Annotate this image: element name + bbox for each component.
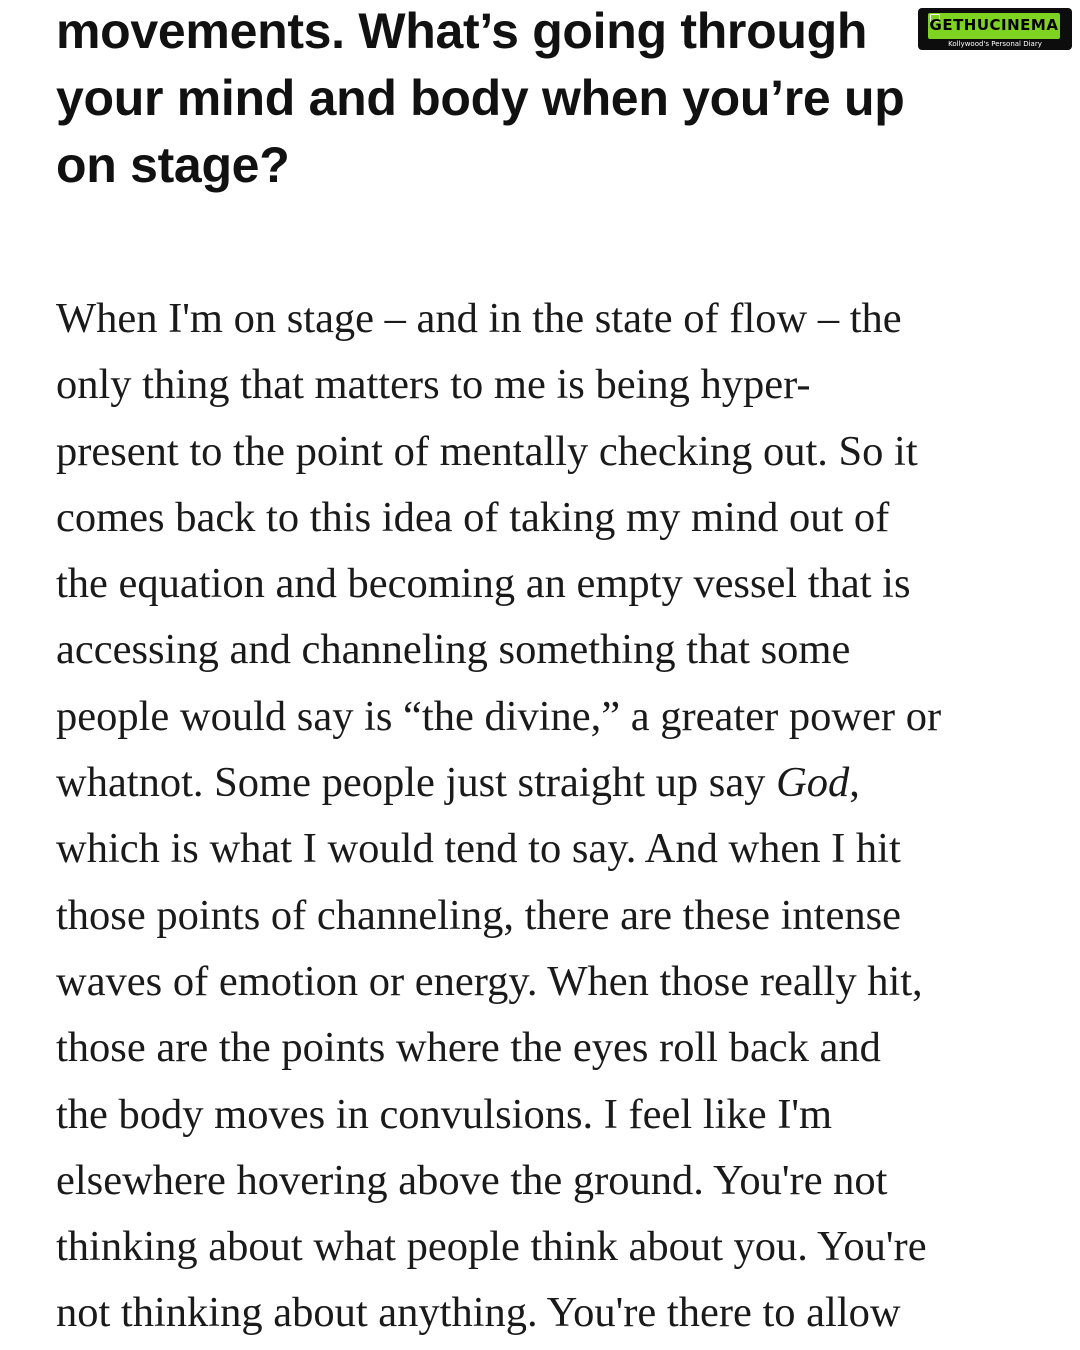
watermark-tagline: Kollywood's Personal Diary (948, 40, 1042, 48)
answer-line-8 (56, 750, 1056, 816)
italic-god: God (776, 759, 850, 807)
question-line-3: on stage? (56, 137, 290, 193)
question-line-2: your mind and body when you’re up (56, 70, 905, 126)
question-line-1: movements. What’s going through (56, 3, 868, 59)
interview-question (56, 0, 1056, 199)
answer-line-8-start: whatnot. Some people just straight up say (56, 759, 777, 807)
answer-line-16: not thinking about anything. You're there to allow (56, 1289, 901, 1337)
answer-line-4: comes back to this idea of taking my mind out of (56, 493, 890, 541)
answer-line-1: When I'm on stage – and in the state of flow – the (56, 295, 902, 342)
answer-line-2: only thing that matters to me is being hyper- (56, 361, 811, 409)
answer-line-12: those are the points where the eyes roll back and (56, 1024, 881, 1072)
watermark-title: GETHUCINEMA (929, 16, 1059, 34)
answer-line-11: waves of emotion or energy. When those really hit, (56, 957, 923, 1005)
interview-answer (56, 286, 1056, 1347)
answer-line-8-end: , (849, 759, 860, 807)
answer-line-13: the body moves in convulsions. I feel like I'm (56, 1090, 833, 1138)
answer-line-7: people would say is “the divine,” a greater power or (56, 692, 942, 740)
answer-line-15: thinking about what people think about you. You're (56, 1223, 927, 1271)
watermark-badge (928, 13, 1060, 39)
answer-line-5: the equation and becoming an empty vessel that is (56, 560, 911, 608)
gethucinema-watermark-logo (918, 8, 1072, 50)
answer-line-14: elsewhere hovering above the ground. You're not (56, 1156, 888, 1204)
answer-line-6: accessing and channeling something that some (56, 626, 851, 674)
answer-line-3: present to the point of mentally checking out. So it (56, 427, 918, 475)
answer-line-10: those points of channeling, there are these intense (56, 891, 901, 939)
answer-line-9: which is what I would tend to say. And when I hit (56, 825, 901, 873)
